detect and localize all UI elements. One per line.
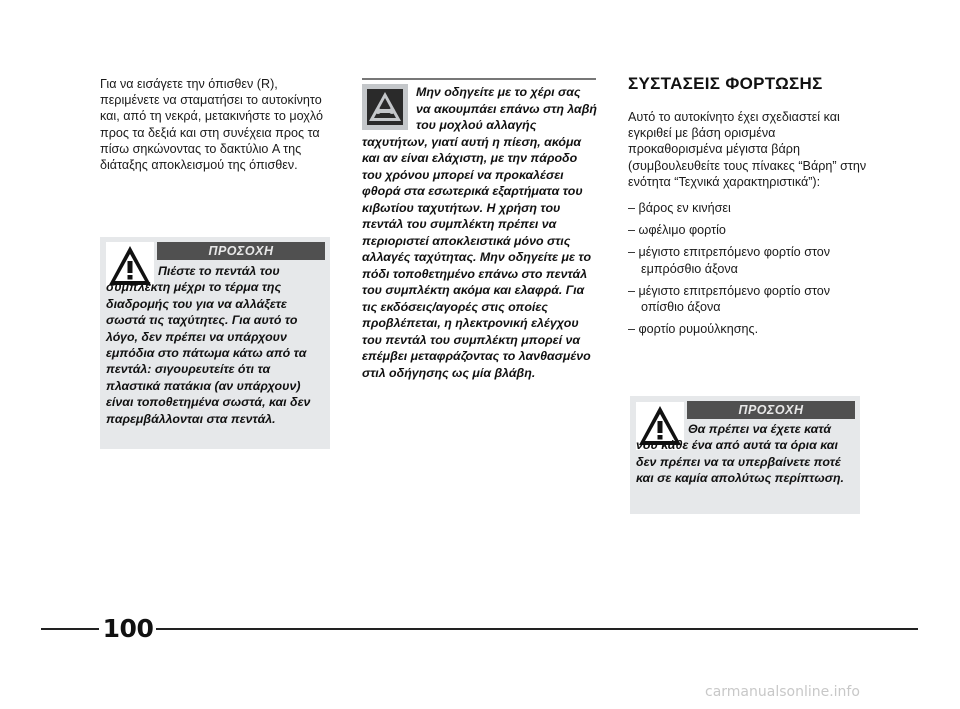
warning-text: Θα πρέπει να έχετε κατά νου κάθε ένα από αυτά τα όρια και δεν πρέπει να τα υπερβαίνετε ποτέ και σε καμία απολύτως περίπτωση.	[636, 422, 844, 486]
intro-paragraph: Αυτό το αυτοκίνητο έχει σχεδιαστεί και εγκριθεί με βάση ορισμένα προκαθορισμένα μέγιστα βάρη (συμβουλευθείτε τους πίνακες “Βάρη” στην ενότητα “Τεχνικά χαρακτηριστικά”):	[628, 110, 867, 189]
warning-header: ΠΡΟΣΟΧΗ	[687, 401, 855, 419]
section-title: ΣΥΣΤΑΣΕΙΣ ΦΟΡΤΩΣΗΣ	[628, 74, 823, 93]
warning-text: Πιέστε το πεντάλ του συμπλέκτη μέχρι το τέρμα της διαδρομής του για να αλλάξετε σωστά τις ταχύτητες. Για αυτό το λόγο, δεν πρέπει να υπάρχουν εμπόδια στο πάτωμα κάτω από τα πεντάλ: σιγουρευτείτε ότι τα πλαστικά πατάκια (αν υπάρχουν) είναι τοποθετημένα σωστά, και δεν παρεμβάλλονται στα πεντάλ.	[106, 264, 311, 426]
page-number: 100	[102, 614, 154, 643]
watermark: carmanualsonline.info	[705, 684, 860, 700]
footer-rule-right	[156, 628, 918, 630]
list-item: – μέγιστο επιτρεπόμενο φορτίο στον οπίσθιο άξονα	[628, 283, 831, 315]
footer-rule-left	[41, 628, 99, 630]
section-divider	[362, 78, 596, 80]
list-item: – βάρος εν κινήσει	[628, 201, 731, 215]
warning-box-left	[100, 237, 330, 449]
warning-box-right	[630, 396, 860, 514]
list-item: – φορτίο ρυμούλκησης.	[628, 322, 759, 337]
middle-caution-text: Μην οδηγείτε με το χέρι σας να ακουμπάει επάνω στη λαβή του μοχλού αλλαγής ταχυτήτων, γιατί αυτή η πίεση, ακόμα και αν είναι ελάχιστη, με την πάροδο του χρόνου μπορεί να προκαλέσει φθορά στα εσωτερικά εξαρτήματα του κιβωτίου ταχυτήτων. Η χρήση του πεντάλ του συμπλέκτη πρέπει να περιοριστεί αποκλειστικά μόνο στις αλλαγές ταχύτητας. Μην οδηγείτε με το πόδι τοποθετημένο επάνω στο πεντάλ του συμπλέκτη ακόμα και ελαφρά. Για τις εκδόσεις/αγορές στις οποίες προβλέπεται, η ηλεκτρονική ελέγχου του πεντάλ του συμπλέκτη μπορεί να επέμβει μεταφράζοντας το λανθασμένο στιλ οδήγησης ως μία βλάβη.	[362, 85, 597, 380]
list-item: – μέγιστο επιτρεπόμενο φορτίο στον εμπρόσθιο άξονα	[628, 245, 831, 276]
left-paragraph: Για να εισάγετε την όπισθεν (R), περιμένετε να σταματήσει το αυτοκίνητο και, από τη νεκρά, μετακινήστε το μοχλό προς τα δεξιά και στη συνέχεια προς τα πίσω σηκώνοντας το δακτύλιο A της διάταξης αποκλεισμού της όπισθεν.	[100, 77, 323, 173]
weights-list	[628, 200, 868, 343]
list-item: – ωφέλιμο φορτίο	[628, 223, 726, 238]
warning-header: ΠΡΟΣΟΧΗ	[157, 242, 325, 260]
